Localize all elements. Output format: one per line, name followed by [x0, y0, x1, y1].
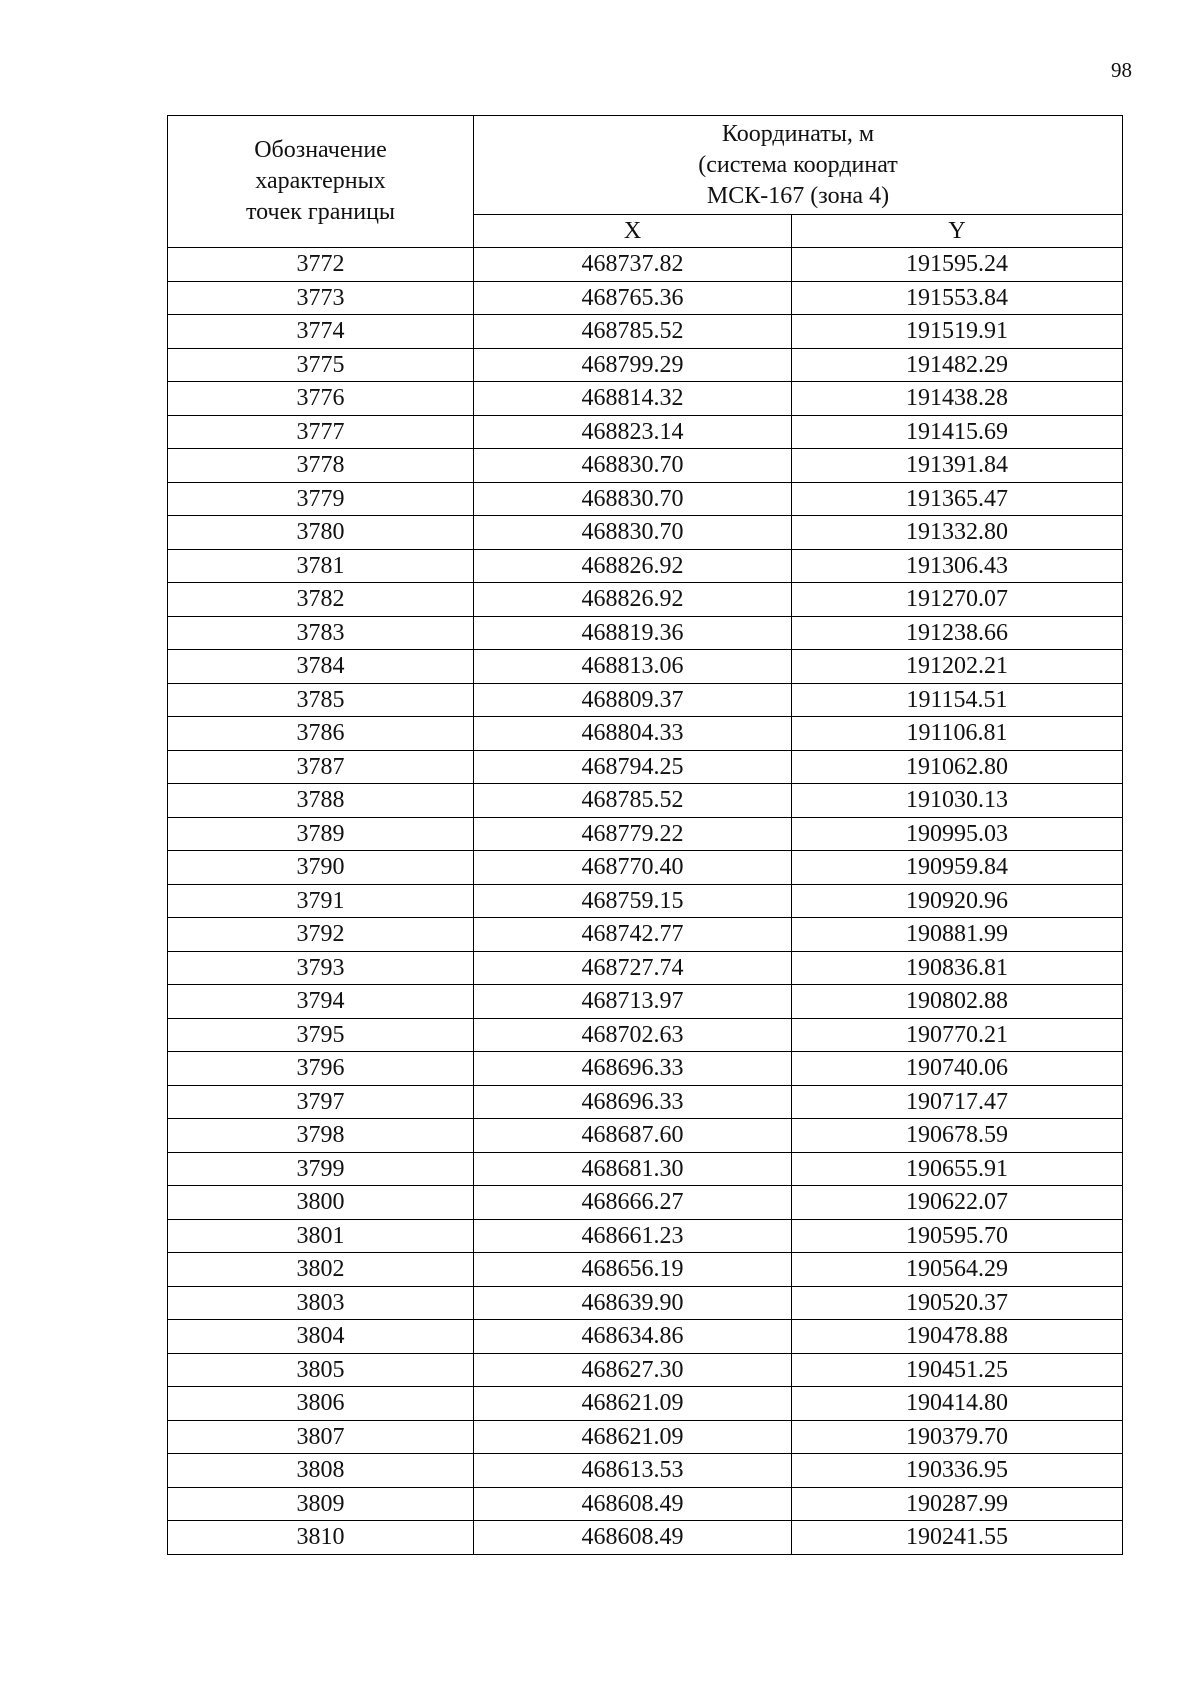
x-coordinate-cell: 468799.29 — [474, 348, 792, 382]
point-cell: 3776 — [168, 382, 474, 416]
y-coordinate-cell: 190770.21 — [792, 1018, 1123, 1052]
point-cell: 3796 — [168, 1052, 474, 1086]
x-coordinate-cell: 468613.53 — [474, 1454, 792, 1488]
table-row — [168, 1387, 1123, 1421]
header-line: Обозначение — [254, 137, 387, 163]
table-body — [168, 248, 1123, 1555]
y-coordinate-cell: 191106.81 — [792, 717, 1123, 751]
table-row — [168, 1119, 1123, 1153]
point-cell: 3790 — [168, 851, 474, 885]
x-coordinate-cell: 468696.33 — [474, 1085, 792, 1119]
table-row — [168, 884, 1123, 918]
y-coordinate-cell: 190379.70 — [792, 1420, 1123, 1454]
x-coordinate-cell: 468830.70 — [474, 482, 792, 516]
table-row — [168, 784, 1123, 818]
table-row — [168, 1186, 1123, 1220]
y-coordinate-cell: 190740.06 — [792, 1052, 1123, 1086]
x-coordinate-cell: 468819.36 — [474, 616, 792, 650]
x-coordinate-cell: 468826.92 — [474, 583, 792, 617]
x-coordinate-cell: 468785.52 — [474, 784, 792, 818]
point-cell: 3787 — [168, 750, 474, 784]
page-number: 98 — [1111, 58, 1132, 82]
table-row — [168, 583, 1123, 617]
point-cell: 3775 — [168, 348, 474, 382]
y-coordinate-cell: 190920.96 — [792, 884, 1123, 918]
point-cell: 3786 — [168, 717, 474, 751]
table-row — [168, 1152, 1123, 1186]
point-cell: 3785 — [168, 683, 474, 717]
y-coordinate-cell: 190520.37 — [792, 1286, 1123, 1320]
y-coordinate-cell: 191306.43 — [792, 549, 1123, 583]
table-row — [168, 1286, 1123, 1320]
y-coordinate-cell: 190836.81 — [792, 951, 1123, 985]
header-line: характерных — [255, 168, 386, 194]
x-coordinate-cell: 468621.09 — [474, 1387, 792, 1421]
table-row — [168, 516, 1123, 550]
point-designation-header — [168, 116, 474, 248]
table-row — [168, 985, 1123, 1019]
y-coordinate-cell: 190655.91 — [792, 1152, 1123, 1186]
table-header — [168, 116, 1123, 248]
x-coordinate-cell: 468702.63 — [474, 1018, 792, 1052]
x-column-header: X — [474, 215, 792, 248]
header-line: точек границы — [245, 199, 396, 225]
x-coordinate-cell: 468727.74 — [474, 951, 792, 985]
y-coordinate-cell: 190336.95 — [792, 1454, 1123, 1488]
y-coordinate-cell: 190622.07 — [792, 1186, 1123, 1220]
point-cell: 3807 — [168, 1420, 474, 1454]
point-cell: 3803 — [168, 1286, 474, 1320]
table-row — [168, 1219, 1123, 1253]
x-coordinate-cell: 468713.97 — [474, 985, 792, 1019]
point-cell: 3788 — [168, 784, 474, 818]
point-cell: 3806 — [168, 1387, 474, 1421]
table-row — [168, 1320, 1123, 1354]
table-row — [168, 549, 1123, 583]
table-row — [168, 1454, 1123, 1488]
x-coordinate-cell: 468794.25 — [474, 750, 792, 784]
point-cell: 3781 — [168, 549, 474, 583]
coordinates-table — [167, 115, 1123, 1555]
x-coordinate-cell: 468823.14 — [474, 415, 792, 449]
point-cell: 3777 — [168, 415, 474, 449]
x-coordinate-cell: 468765.36 — [474, 281, 792, 315]
table-row — [168, 1052, 1123, 1086]
point-cell: 3800 — [168, 1186, 474, 1220]
y-coordinate-cell: 190995.03 — [792, 817, 1123, 851]
point-cell: 3805 — [168, 1353, 474, 1387]
y-column-header: Y — [792, 215, 1123, 248]
x-coordinate-cell: 468634.86 — [474, 1320, 792, 1354]
x-coordinate-cell: 468830.70 — [474, 516, 792, 550]
y-coordinate-cell: 190678.59 — [792, 1119, 1123, 1153]
x-coordinate-cell: 468737.82 — [474, 248, 792, 282]
y-coordinate-cell: 191238.66 — [792, 616, 1123, 650]
table-row — [168, 1018, 1123, 1052]
y-coordinate-cell: 191391.84 — [792, 449, 1123, 483]
point-cell: 3792 — [168, 918, 474, 952]
y-coordinate-cell: 191595.24 — [792, 248, 1123, 282]
y-coordinate-cell: 190717.47 — [792, 1085, 1123, 1119]
y-coordinate-cell: 190478.88 — [792, 1320, 1123, 1354]
table-row — [168, 750, 1123, 784]
table-row — [168, 348, 1123, 382]
point-cell: 3784 — [168, 650, 474, 684]
table-row — [168, 817, 1123, 851]
y-coordinate-cell: 191438.28 — [792, 382, 1123, 416]
table-row — [168, 281, 1123, 315]
x-coordinate-cell: 468696.33 — [474, 1052, 792, 1086]
y-coordinate-cell: 190595.70 — [792, 1219, 1123, 1253]
table-row — [168, 717, 1123, 751]
table-row — [168, 482, 1123, 516]
y-coordinate-cell: 191482.29 — [792, 348, 1123, 382]
x-coordinate-cell: 468608.49 — [474, 1521, 792, 1555]
point-cell: 3798 — [168, 1119, 474, 1153]
table-row — [168, 1420, 1123, 1454]
point-cell: 3793 — [168, 951, 474, 985]
table-row — [168, 616, 1123, 650]
x-coordinate-cell: 468608.49 — [474, 1487, 792, 1521]
x-coordinate-cell: 468770.40 — [474, 851, 792, 885]
y-coordinate-cell: 190802.88 — [792, 985, 1123, 1019]
table-row — [168, 1253, 1123, 1287]
point-cell: 3783 — [168, 616, 474, 650]
header-line: МСК-167 (зона 4) — [706, 182, 890, 209]
y-coordinate-cell: 190451.25 — [792, 1353, 1123, 1387]
y-coordinate-cell: 191202.21 — [792, 650, 1123, 684]
point-cell: 3779 — [168, 482, 474, 516]
x-coordinate-cell: 468826.92 — [474, 549, 792, 583]
table-row — [168, 851, 1123, 885]
point-cell: 3773 — [168, 281, 474, 315]
y-coordinate-cell: 191030.13 — [792, 784, 1123, 818]
x-coordinate-cell: 468830.70 — [474, 449, 792, 483]
x-coordinate-cell: 468779.22 — [474, 817, 792, 851]
x-coordinate-cell: 468656.19 — [474, 1253, 792, 1287]
y-coordinate-cell: 190241.55 — [792, 1521, 1123, 1555]
x-coordinate-cell: 468621.09 — [474, 1420, 792, 1454]
y-coordinate-cell: 190414.80 — [792, 1387, 1123, 1421]
x-coordinate-cell: 468661.23 — [474, 1219, 792, 1253]
x-coordinate-cell: 468759.15 — [474, 884, 792, 918]
point-cell: 3795 — [168, 1018, 474, 1052]
table-row — [168, 449, 1123, 483]
y-coordinate-cell: 191519.91 — [792, 315, 1123, 349]
point-cell: 3809 — [168, 1487, 474, 1521]
table-row — [168, 1521, 1123, 1555]
point-cell: 3780 — [168, 516, 474, 550]
x-coordinate-cell: 468804.33 — [474, 717, 792, 751]
coordinates-header — [474, 116, 1123, 215]
point-cell: 3799 — [168, 1152, 474, 1186]
table-row — [168, 918, 1123, 952]
x-coordinate-cell: 468742.77 — [474, 918, 792, 952]
table-row — [168, 1487, 1123, 1521]
point-cell: 3797 — [168, 1085, 474, 1119]
point-cell: 3801 — [168, 1219, 474, 1253]
y-coordinate-cell: 191154.51 — [792, 683, 1123, 717]
header-line: Координаты, м — [721, 120, 875, 147]
table-row — [168, 1353, 1123, 1387]
y-coordinate-cell: 190959.84 — [792, 851, 1123, 885]
x-coordinate-cell: 468813.06 — [474, 650, 792, 684]
y-coordinate-cell: 191332.80 — [792, 516, 1123, 550]
point-cell: 3789 — [168, 817, 474, 851]
table-row — [168, 382, 1123, 416]
y-coordinate-cell: 190881.99 — [792, 918, 1123, 952]
point-cell: 3782 — [168, 583, 474, 617]
y-coordinate-cell: 191365.47 — [792, 482, 1123, 516]
x-coordinate-cell: 468639.90 — [474, 1286, 792, 1320]
table-row — [168, 951, 1123, 985]
x-coordinate-cell: 468681.30 — [474, 1152, 792, 1186]
x-coordinate-cell: 468814.32 — [474, 382, 792, 416]
x-coordinate-cell: 468687.60 — [474, 1119, 792, 1153]
y-coordinate-cell: 190287.99 — [792, 1487, 1123, 1521]
y-coordinate-cell: 191415.69 — [792, 415, 1123, 449]
table-row — [168, 315, 1123, 349]
y-coordinate-cell: 191553.84 — [792, 281, 1123, 315]
table-row — [168, 415, 1123, 449]
x-coordinate-cell: 468809.37 — [474, 683, 792, 717]
point-cell: 3808 — [168, 1454, 474, 1488]
x-coordinate-cell: 468627.30 — [474, 1353, 792, 1387]
table-row — [168, 248, 1123, 282]
x-coordinate-cell: 468785.52 — [474, 315, 792, 349]
x-coordinate-cell: 468666.27 — [474, 1186, 792, 1220]
header-line: (система координат — [698, 151, 898, 178]
point-cell: 3774 — [168, 315, 474, 349]
point-cell: 3804 — [168, 1320, 474, 1354]
point-cell: 3802 — [168, 1253, 474, 1287]
point-cell: 3791 — [168, 884, 474, 918]
point-cell: 3794 — [168, 985, 474, 1019]
table-row — [168, 1085, 1123, 1119]
table-row — [168, 683, 1123, 717]
point-cell: 3778 — [168, 449, 474, 483]
y-coordinate-cell: 191270.07 — [792, 583, 1123, 617]
point-cell: 3772 — [168, 248, 474, 282]
y-coordinate-cell: 190564.29 — [792, 1253, 1123, 1287]
point-cell: 3810 — [168, 1521, 474, 1555]
y-coordinate-cell: 191062.80 — [792, 750, 1123, 784]
table-row — [168, 650, 1123, 684]
